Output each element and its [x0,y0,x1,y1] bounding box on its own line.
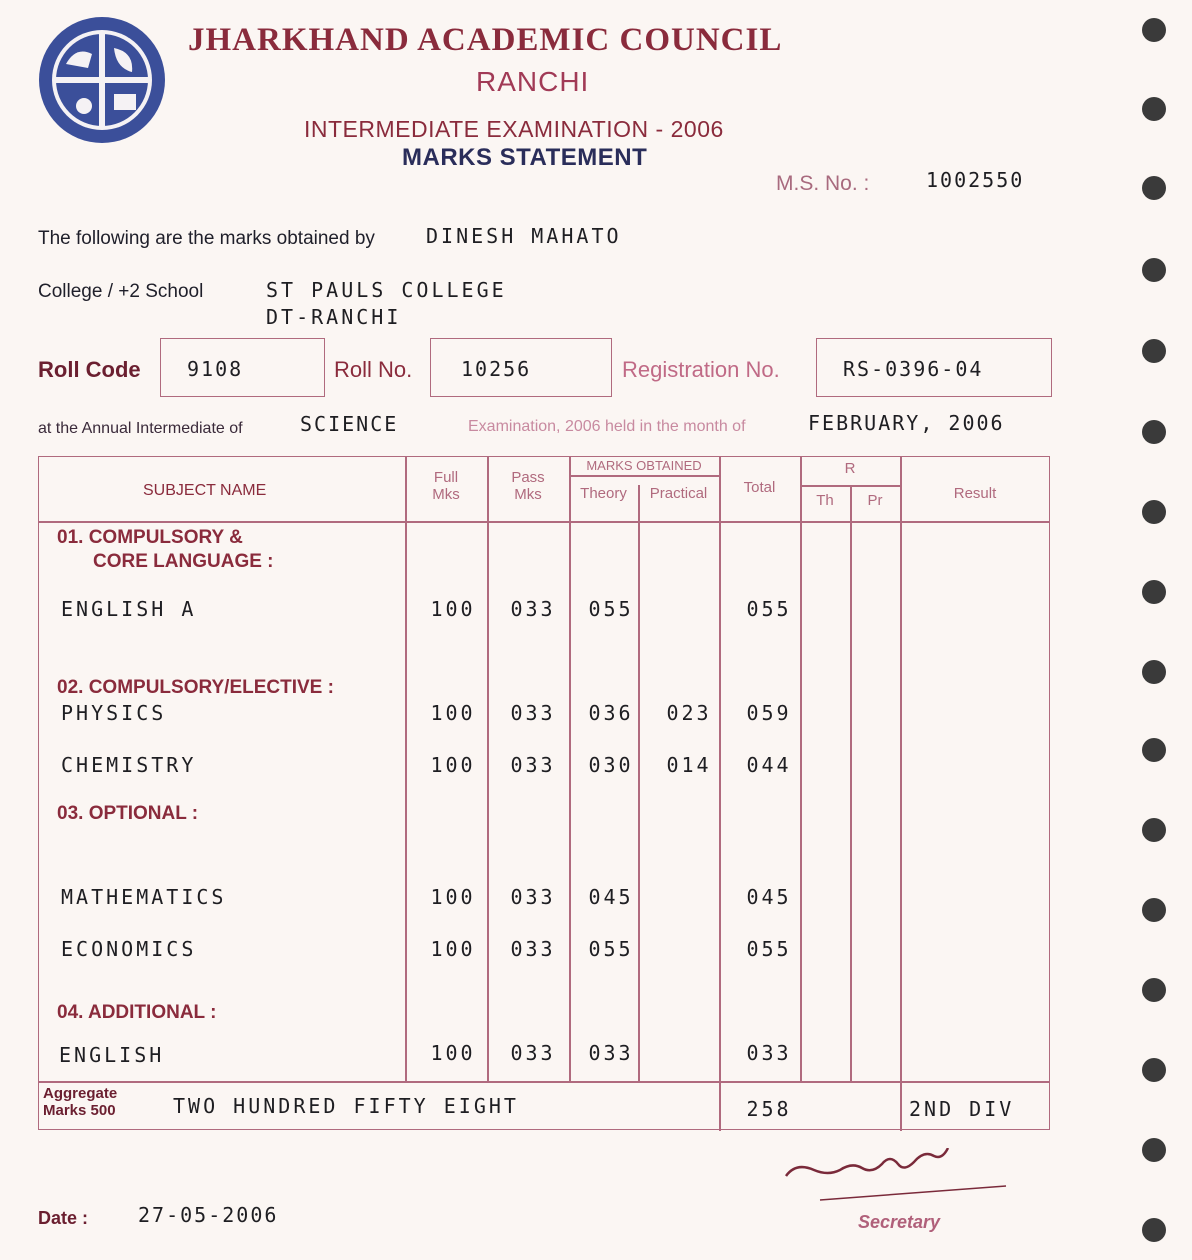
header-practical: Practical [649,485,708,502]
row-3-pass: 033 [510,753,556,777]
section-1-title: 01. COMPULSORY & [57,527,243,548]
registration-label: Registration No. [622,357,780,382]
header-th: Th [816,492,834,509]
document-title: MARKS STATEMENT [402,144,648,171]
row-2-subject: PHYSICS [61,701,167,725]
row-6-pass: 033 [510,1041,556,1065]
perforation-hole [1142,258,1166,282]
row-5-full: 100 [430,937,476,961]
section-4-title: 04. ADDITIONAL : [57,1002,217,1023]
marks-table [38,456,1050,1130]
college-name: ST PAULS COLLEGE [266,278,507,302]
row-4-subject: MATHEMATICS [61,885,227,909]
perforation-hole [1142,818,1166,842]
row-2-total: 059 [746,701,792,725]
perforation-hole [1142,660,1166,684]
perforation-hole [1142,1138,1166,1162]
row-5-total: 055 [746,937,792,961]
date-value: 27-05-2006 [138,1203,279,1227]
header-marks-obtained: MARKS OBTAINED [586,458,702,473]
exam-title: INTERMEDIATE EXAMINATION - 2006 [304,116,724,142]
student-name: DINESH MAHATO [426,224,622,248]
exam-held-label: Examination, 2006 held in the month of [468,418,746,435]
perforation-hole [1142,97,1166,121]
row-6-theory: 033 [588,1041,634,1065]
row-1-theory: 055 [588,597,634,621]
roll-no-label: Roll No. [334,357,413,382]
aggregate-words: TWO HUNDRED FIFTY EIGHT [173,1094,519,1118]
row-3-subject: CHEMISTRY [61,753,197,777]
registration-value: RS-0396-04 [843,357,984,381]
registration-box [816,338,1052,397]
roll-no-box [430,338,612,397]
section-3-title: 03. OPTIONAL : [57,803,199,824]
row-2-theory: 036 [588,701,634,725]
header-pass-line1: Pass [511,469,545,486]
perforation-hole [1142,1058,1166,1082]
roll-code-box [160,338,325,397]
perforation-hole [1142,18,1166,42]
header-pass-marks [487,469,569,503]
row-2-full: 100 [430,701,476,725]
college-label: College / +2 School [38,281,204,302]
header-r: R [844,460,856,477]
council-seal-logo [36,14,168,146]
roll-code-value: 9108 [187,357,244,381]
perforation-hole [1142,738,1166,762]
perforation-hole [1142,420,1166,444]
row-5-pass: 033 [510,937,556,961]
annual-label: at the Annual Intermediate of [38,420,243,437]
perforation-hole [1142,898,1166,922]
row-5-subject: ECONOMICS [61,937,197,961]
row-4-full: 100 [430,885,476,909]
final-result: 2ND DIV [909,1097,1015,1121]
perforation-hole [1142,978,1166,1002]
header-pr: Pr [867,492,883,509]
row-1-total: 055 [746,597,792,621]
header-pass-line2: Mks [514,486,542,503]
row-1-full: 100 [430,597,476,621]
ms-number-value: 1002550 [926,168,1025,192]
row-3-full: 100 [430,753,476,777]
header-full-line1: Full [433,469,459,486]
row-6-full: 100 [430,1041,476,1065]
row-4-total: 045 [746,885,792,909]
header-result: Result [953,485,997,502]
aggregate-label [43,1085,117,1119]
council-name: JHARKHAND ACADEMIC COUNCIL [188,22,783,58]
row-2-practical: 023 [666,701,712,725]
row-1-subject: ENGLISH A [61,597,197,621]
secretary-signature [780,1148,1010,1208]
row-3-total: 044 [746,753,792,777]
row-4-theory: 045 [588,885,634,909]
section-1-subtitle: CORE LANGUAGE : [93,551,274,572]
row-6-total: 033 [746,1041,792,1065]
exam-month-value: FEBRUARY, 2006 [808,411,1005,435]
row-4-pass: 033 [510,885,556,909]
header-subject-name: SUBJECT NAME [143,482,267,499]
row-6-subject: ENGLISH [59,1043,165,1067]
stream-value: SCIENCE [300,412,399,436]
header-theory: Theory [580,485,627,502]
college-district: DT-RANCHI [266,305,402,329]
date-label: Date : [38,1208,89,1228]
aggregate-label-line2: Marks 500 [43,1102,116,1119]
aggregate-label-line1: Aggregate [43,1085,118,1102]
header-full-marks [405,469,487,503]
roll-code-label: Roll Code [38,357,141,382]
perforation-hole [1142,580,1166,604]
row-3-practical: 014 [666,753,712,777]
perforation-hole [1142,500,1166,524]
council-city: RANCHI [476,66,590,97]
header-full-line2: Mks [432,486,460,503]
aggregate-total: 258 [746,1097,792,1121]
perforation-hole [1142,176,1166,200]
ms-number-label: M.S. No. : [776,172,870,195]
roll-no-value: 10256 [461,357,532,381]
secretary-label: Secretary [858,1212,941,1232]
header-total: Total [743,479,776,496]
row-5-theory: 055 [588,937,634,961]
row-1-pass: 033 [510,597,556,621]
row-3-theory: 030 [588,753,634,777]
row-2-pass: 033 [510,701,556,725]
intro-label: The following are the marks obtained by [38,228,375,249]
section-2-title: 02. COMPULSORY/ELECTIVE : [57,677,334,698]
perforation-hole [1142,1218,1166,1242]
perforation-hole [1142,339,1166,363]
